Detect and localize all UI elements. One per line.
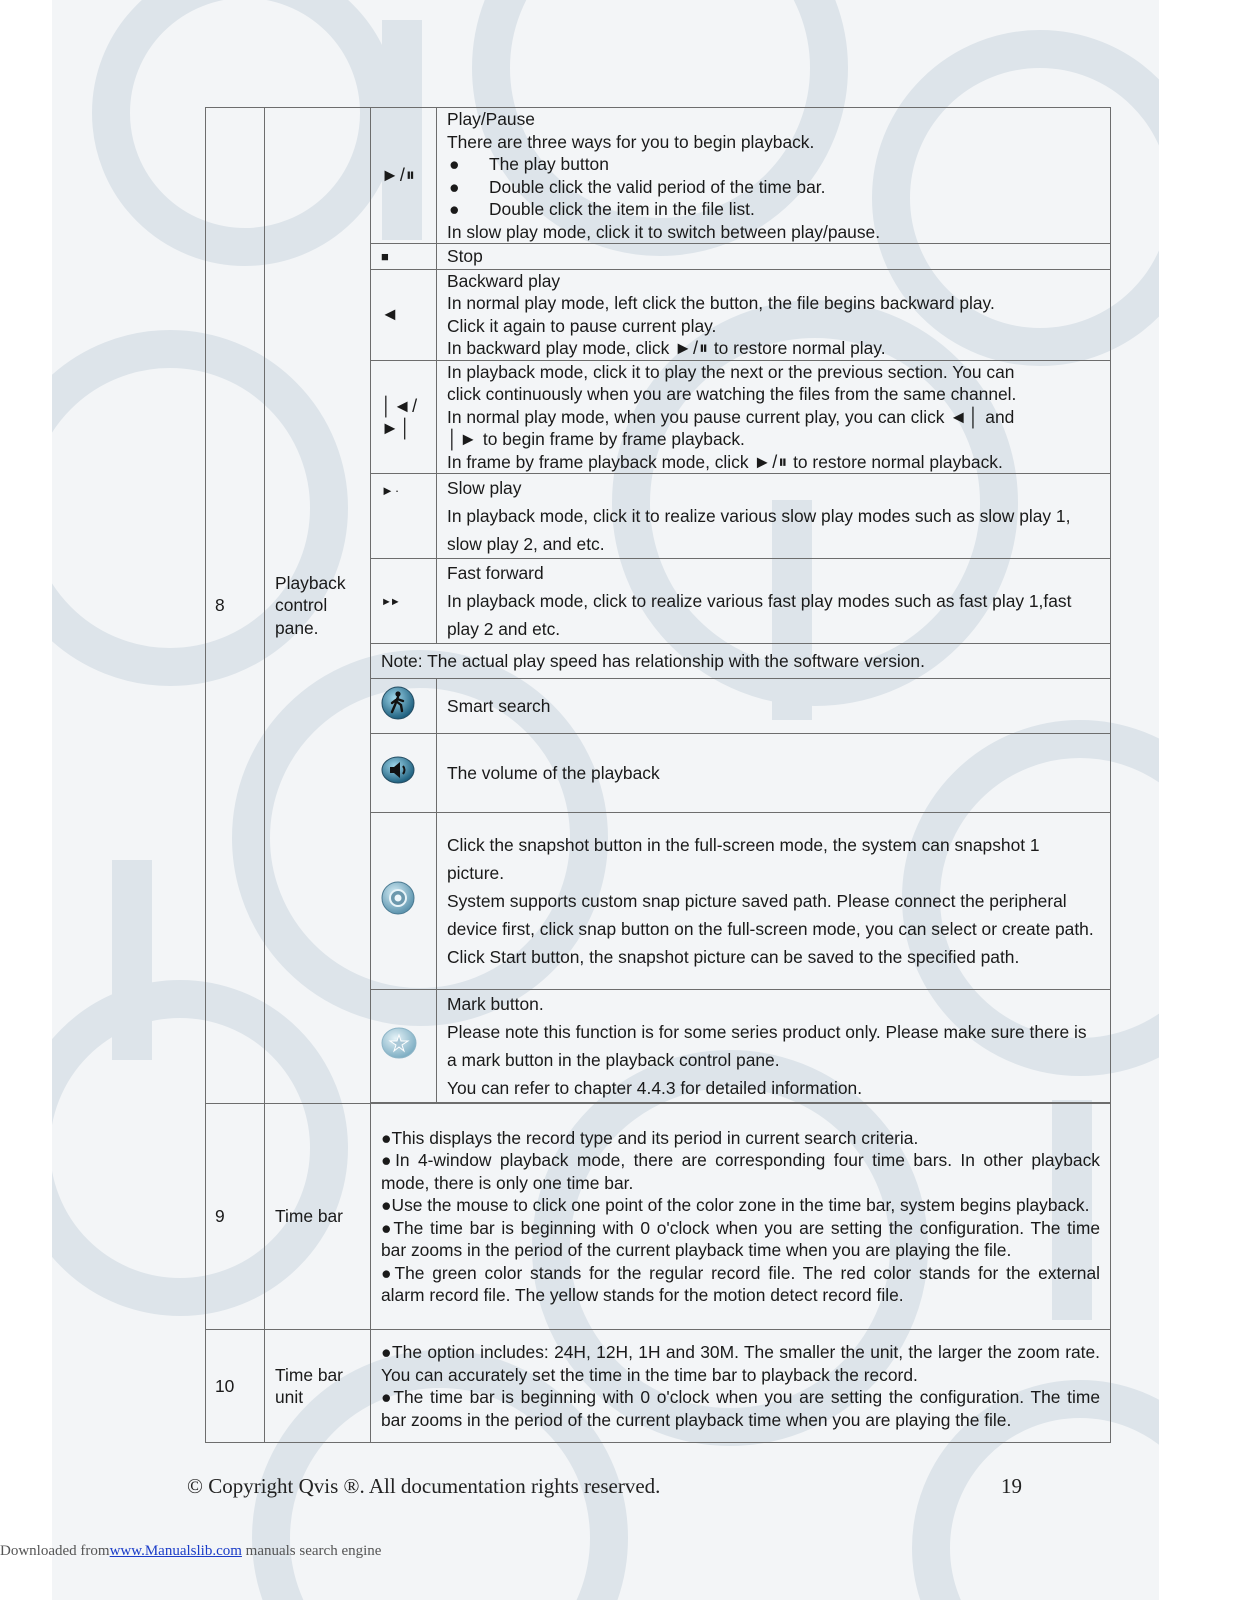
mark-star-icon — [371, 990, 437, 1103]
manualslib-link[interactable]: www.Manualslib.com — [109, 1543, 242, 1559]
person-walk-icon — [371, 679, 437, 734]
fast-forward-title: Fast forward — [447, 563, 544, 583]
text-line: In backward play mode, click ►/⏸ to restore normal play. — [447, 338, 886, 358]
list-item: ●This displays the record type and its period in current search criteria. — [381, 1127, 919, 1148]
table-row — [206, 108, 1111, 244]
text-line: │► to begin frame by frame playback. — [447, 429, 745, 449]
page-number: 19 — [1001, 1474, 1022, 1498]
frame-step-icon: │◄/ ►│ — [371, 360, 437, 474]
stop-icon: ■ — [371, 244, 437, 270]
slow-play-text: In playback mode, click it to realize various slow play modes such as slow play 1, slow play 2, and etc. — [447, 506, 1071, 554]
snapshot-text: Click the snapshot button in the full-screen mode, the system can snapshot 1 picture. — [447, 835, 1040, 883]
table-row — [206, 1104, 1111, 1330]
smart-search-label: Smart search — [437, 679, 1111, 734]
row-number: 8 — [206, 108, 265, 1104]
list-item: ● Double click the valid period of the time bar. — [449, 176, 826, 197]
list-item: ●The time bar is beginning with 0 o'clock when you are setting the configuration. The time bar zooms in the period of the current playback time when you are playing the file. — [381, 1217, 1100, 1260]
snapshot-description — [437, 813, 1111, 990]
play-pause-icon: ►/⏸ — [371, 108, 437, 244]
row-name: Time bar unit — [265, 1330, 371, 1443]
text-line: In normal play mode, when you pause current play, you can click ◄│ and — [447, 406, 1015, 427]
row-number: 9 — [206, 1104, 265, 1330]
previous-frame-icon: ◄│ — [949, 406, 981, 427]
fast-forward-description — [437, 559, 1111, 644]
slow-play-description — [437, 474, 1111, 559]
play-pause-intro: There are three ways for you to begin playback. — [447, 131, 815, 152]
camera-lens-icon — [371, 813, 437, 990]
text-line: Click it again to pause current play. — [447, 315, 717, 336]
stop-title: Stop — [437, 244, 1111, 270]
list-item: ● Double click the item in the file list. — [449, 199, 755, 219]
slow-play-icon: ►· — [371, 474, 437, 559]
speaker-icon — [371, 734, 437, 813]
play-pause-icon: ►/⏸ — [674, 338, 709, 358]
row-number: 10 — [206, 1330, 265, 1443]
backward-play-icon: ◄ — [371, 269, 437, 360]
copyright-notice: © Copyright Qvis ®. All documentation rights reserved. — [187, 1474, 661, 1498]
list-item: ●The green color stands for the regular record file. The red color stands for the external alarm record file. The yellow stands for the motion detect record file. — [381, 1262, 1100, 1305]
text-line: In playback mode, click it to play the next or the previous section. You can — [447, 361, 1015, 382]
speed-note: Note: The actual play speed has relationship with the software version. — [371, 644, 1111, 679]
play-pause-icon: ►/⏸ — [753, 451, 789, 472]
play-pause-title: Play/Pause — [447, 109, 535, 129]
table-row — [206, 1330, 1111, 1443]
play-pause-outro: In slow play mode, click it to switch between play/pause. — [447, 221, 881, 242]
fast-forward-icon: ►► — [371, 559, 437, 644]
list-item: ●Use the mouse to click one point of the color zone in the time bar, system begins playback. — [381, 1195, 1090, 1215]
snapshot-text: System supports custom snap picture saved path. Please connect the peripheral device first, click snap button on the full-screen mode, you can select or create path. Click Start button, the snapshot picture can be saved to the specified path. — [447, 891, 1094, 967]
slow-play-title: Slow play — [447, 478, 522, 498]
next-frame-icon: │► — [447, 429, 479, 449]
play-pause-description — [437, 108, 1111, 244]
list-item: ●The time bar is beginning with 0 o'clock when you are setting the configuration. The time bar zooms in the period of the current playback time when you are playing the file. — [381, 1387, 1100, 1430]
list-item: ●In 4-window playback mode, there are corresponding four time bars. In other playback mode, there is only one time bar. — [381, 1150, 1100, 1193]
download-source — [0, 1543, 381, 1560]
mark-text: Please note this function is for some series product only. Please make sure there is a mark button in the playback control pane. — [447, 1022, 1087, 1070]
mark-title: Mark button. — [447, 994, 544, 1014]
list-item: ● The play button — [449, 154, 609, 174]
download-prefix: Downloaded from — [0, 1543, 110, 1559]
frame-step-description — [437, 360, 1111, 474]
time-bar-unit-description — [371, 1330, 1111, 1443]
mark-text: You can refer to chapter 4.4.3 for detailed information. — [447, 1078, 863, 1098]
text-line: click continuously when you are watching the files from the same channel. — [447, 384, 1017, 404]
mark-description — [437, 990, 1111, 1103]
row-name: Playback control pane. — [265, 108, 371, 1104]
backward-play-title: Backward play — [447, 270, 561, 291]
feature-table — [205, 107, 1111, 1443]
text-line: In normal play mode, left click the button, the file begins backward play. — [447, 293, 995, 313]
download-suffix: manuals search engine — [241, 1543, 382, 1559]
list-item: ●The option includes: 24H, 12H, 1H and 30M. The smaller the unit, the larger the zoom rate. You can accurately set the time in the time bar to playback the record. — [381, 1342, 1100, 1385]
row-name: Time bar — [265, 1104, 371, 1330]
time-bar-description — [371, 1104, 1111, 1330]
fast-forward-text: In playback mode, click to realize various fast play modes such as fast play 1,fast play 2 and etc. — [447, 591, 1072, 639]
watermark-bar — [112, 860, 152, 1060]
text-line: In frame by frame playback mode, click ►/⏸ to restore normal playback. — [447, 451, 1003, 472]
volume-label: The volume of the playback — [437, 734, 1111, 813]
backward-play-description — [437, 269, 1111, 360]
